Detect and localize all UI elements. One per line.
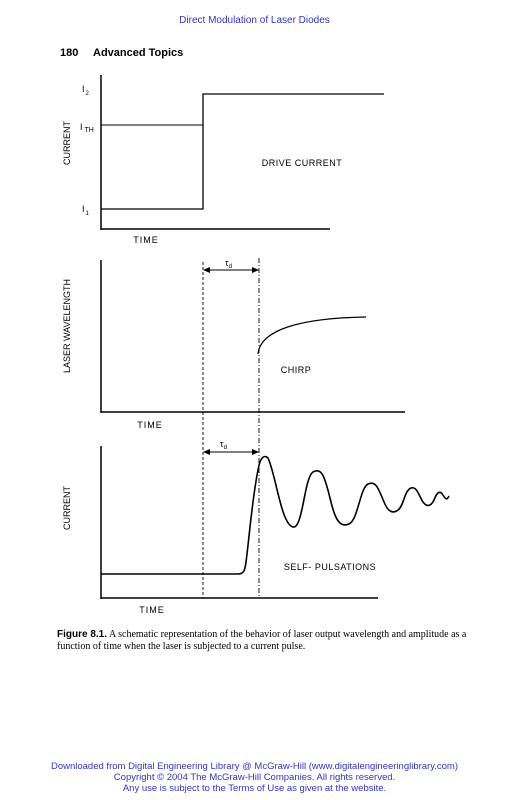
panel1-y-label: CURRENT [62, 121, 72, 165]
panel3-delay-arrowhead-left [203, 449, 210, 455]
panel-wavelength [62, 258, 405, 430]
panel-drive-current [62, 75, 384, 245]
panel1-x-label: TIME [133, 235, 159, 245]
panel3-delay-label: $\tau_d$ [220, 439, 227, 451]
panel2-delay-arrowhead-left [203, 267, 210, 273]
tick-ith: I $_{TH}$ [80, 122, 94, 134]
panel2-delay-label: $\tau_d$ [225, 258, 232, 270]
chirp-annotation: CHIRP [280, 365, 312, 375]
footer-terms-line: Any use is subject to the Terms of Use as given at the website. [122, 783, 387, 794]
footer-download-line[interactable]: Downloaded from Digital Engineering Library @ McGraw-Hill (www.digitalengineeringlibrary.com) [50, 761, 459, 772]
tick-i2: $I_2$ [82, 84, 89, 97]
footer-copyright-line: Copyright © 2004 The McGraw-Hill Companies. All rights reserved. [113, 772, 396, 783]
caption-label: Figure 8.1. [57, 629, 108, 640]
running-header: Direct Modulation of Laser Diodes [179, 15, 330, 26]
caption-text: A schematic representation of the behavior of laser output wavelength and amplitude as a function of time when the laser is subjected to a current pulse. [57, 629, 467, 652]
tick-i1: $I_1$ [82, 204, 89, 217]
drive-current-step [101, 94, 384, 209]
panel2-x-label: TIME [137, 420, 163, 430]
chirp-curve [258, 317, 366, 354]
self-pulsations-annotation: SELF- PULSATIONS [283, 562, 377, 572]
section-title: Advanced Topics [93, 47, 184, 59]
drive-current-annotation: DRIVE CURRENT [261, 158, 343, 168]
panel3-delay-arrowhead-right [252, 449, 259, 455]
footer [0, 761, 509, 794]
figure-caption [57, 629, 467, 653]
panel2-delay-arrowhead-right [252, 267, 259, 273]
panel3-x-label: TIME [139, 605, 165, 615]
panel-self-pulsations [62, 439, 449, 615]
self-pulsation-waveform [101, 457, 449, 575]
page-number: 180 [60, 47, 79, 59]
panel2-y-label: LASER WAVELENGTH [62, 278, 72, 374]
panel3-y-label: CURRENT [62, 486, 72, 530]
